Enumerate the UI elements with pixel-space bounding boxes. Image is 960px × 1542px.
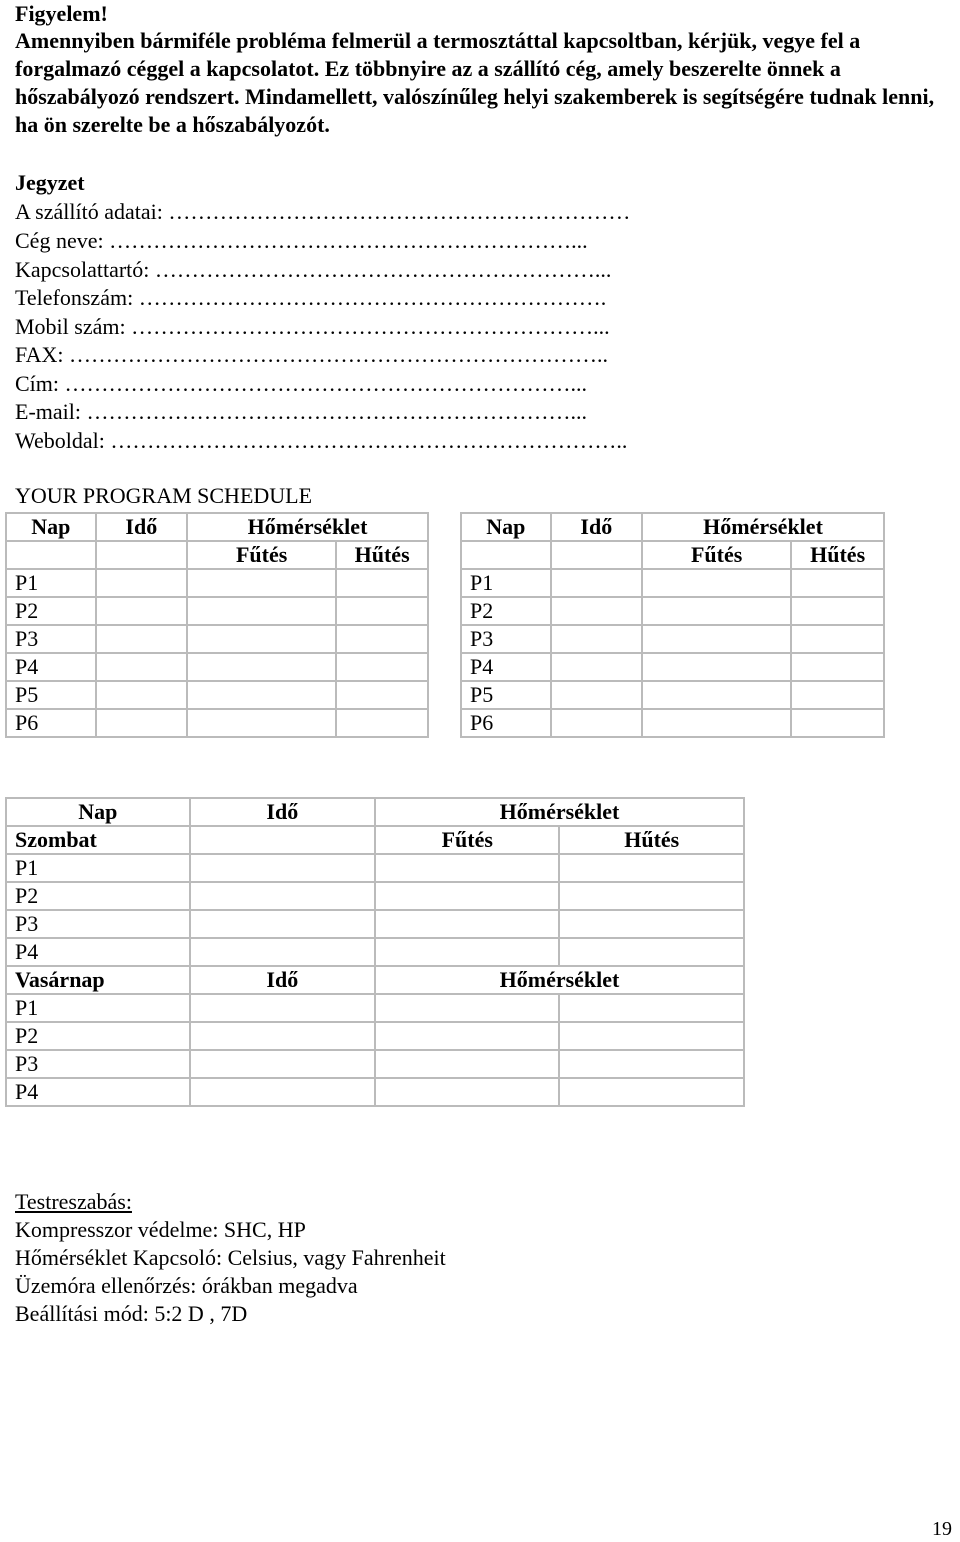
cooling-cell[interactable]	[336, 653, 428, 681]
heating-cell[interactable]	[187, 709, 336, 737]
time-cell[interactable]	[190, 1022, 375, 1050]
table-subheader-row	[6, 541, 428, 569]
cooling-cell[interactable]	[559, 1078, 744, 1106]
header-futes: Fűtés	[375, 826, 559, 854]
schedule-title: YOUR PROGRAM SCHEDULE	[15, 483, 313, 508]
cooling-cell[interactable]	[791, 709, 884, 737]
cooling-cell[interactable]	[559, 1022, 744, 1050]
day-saturday: Szombat	[6, 826, 190, 854]
cooling-cell[interactable]	[791, 625, 884, 653]
customization-line: Beállítási mód: 5:2 D , 7D	[15, 1301, 248, 1326]
cooling-cell[interactable]	[336, 625, 428, 653]
heating-cell[interactable]	[375, 882, 559, 910]
period-label: P4	[461, 653, 551, 681]
cooling-cell[interactable]	[559, 882, 744, 910]
period-label: P1	[6, 994, 190, 1022]
heating-cell[interactable]	[642, 625, 791, 653]
table-row	[461, 709, 884, 737]
header-homerseklet: Hőmérséklet	[375, 798, 744, 826]
cell-empty	[6, 541, 96, 569]
time-cell[interactable]	[96, 709, 187, 737]
field-phone: Telefonszám: ……………………………………………………….	[15, 285, 607, 310]
table-row	[461, 653, 884, 681]
header-nap: Nap	[6, 513, 96, 541]
period-label: P1	[461, 569, 551, 597]
customization-title: Testreszabás:	[15, 1189, 132, 1214]
period-label: P1	[6, 569, 96, 597]
cooling-cell[interactable]	[559, 1050, 744, 1078]
table-row	[6, 625, 428, 653]
cooling-cell[interactable]	[336, 709, 428, 737]
field-contact: Kapcsolattartó: ……………………………………………………...	[15, 257, 612, 282]
time-cell[interactable]	[551, 597, 642, 625]
table-subheader-row	[461, 541, 884, 569]
cooling-cell[interactable]	[791, 569, 884, 597]
time-cell[interactable]	[96, 625, 187, 653]
schedule-table-right	[460, 512, 885, 738]
table-row	[6, 910, 744, 938]
period-label: P4	[6, 938, 190, 966]
heating-cell[interactable]	[187, 653, 336, 681]
cooling-cell[interactable]	[559, 910, 744, 938]
heating-cell[interactable]	[642, 709, 791, 737]
table-row	[6, 994, 744, 1022]
time-cell[interactable]	[96, 681, 187, 709]
field-supplier: A szállító adatai: ………………………………………………………	[15, 199, 631, 224]
cooling-cell[interactable]	[336, 597, 428, 625]
cooling-cell[interactable]	[559, 938, 744, 966]
table-subheader-row	[6, 826, 744, 854]
table-row	[461, 569, 884, 597]
customization-section	[15, 1188, 446, 1328]
table-row	[6, 1050, 744, 1078]
heating-cell[interactable]	[642, 569, 791, 597]
schedule-table-left	[5, 512, 429, 738]
note-title: Jegyzet	[15, 170, 85, 195]
heating-cell[interactable]	[375, 910, 559, 938]
time-cell[interactable]	[551, 681, 642, 709]
time-cell[interactable]	[96, 597, 187, 625]
customization-line: Kompresszor védelme: SHC, HP	[15, 1217, 306, 1242]
time-cell[interactable]	[96, 569, 187, 597]
period-label: P5	[461, 681, 551, 709]
table-row	[461, 625, 884, 653]
header-ido: Idő	[190, 798, 375, 826]
period-label: P5	[6, 681, 96, 709]
header-ido: Idő	[190, 966, 375, 994]
time-cell[interactable]	[551, 709, 642, 737]
schedule-table-weekend	[5, 797, 745, 1107]
table-row	[6, 681, 428, 709]
field-mobile: Mobil szám: ………………………………………………………...	[15, 314, 610, 339]
cooling-cell[interactable]	[791, 597, 884, 625]
heating-cell[interactable]	[375, 1022, 559, 1050]
header-ido: Idő	[551, 513, 642, 541]
header-futes: Fűtés	[187, 541, 336, 569]
period-label: P3	[461, 625, 551, 653]
cooling-cell[interactable]	[336, 681, 428, 709]
heating-cell[interactable]	[642, 597, 791, 625]
time-cell[interactable]	[190, 1050, 375, 1078]
time-cell[interactable]	[96, 653, 187, 681]
period-label: P6	[461, 709, 551, 737]
field-email: E-mail: …………………………………………………………...	[15, 399, 587, 424]
period-label: P3	[6, 625, 96, 653]
table-row	[6, 854, 744, 882]
field-website: Weboldal: ……………………………………………………………..	[15, 428, 628, 453]
table-row	[6, 938, 744, 966]
time-cell[interactable]	[190, 938, 375, 966]
customization-line: Üzemóra ellenőrzés: órákban megadva	[15, 1273, 358, 1298]
cooling-cell[interactable]	[559, 994, 744, 1022]
table-row	[6, 882, 744, 910]
heating-cell[interactable]	[375, 1078, 559, 1106]
header-nap: Nap	[461, 513, 551, 541]
heating-cell[interactable]	[187, 681, 336, 709]
header-homerseklet: Hőmérséklet	[375, 966, 744, 994]
field-address: Cím: ……………………………………………………………...	[15, 371, 588, 396]
table-header-row	[6, 513, 428, 541]
header-hutes: Hűtés	[559, 826, 744, 854]
cooling-cell[interactable]	[336, 569, 428, 597]
period-label: P3	[6, 1050, 190, 1078]
heating-cell[interactable]	[375, 938, 559, 966]
heating-cell[interactable]	[187, 569, 336, 597]
table-header-row	[6, 966, 744, 994]
period-label: P3	[6, 910, 190, 938]
header-homerseklet: Hőmérséklet	[187, 513, 428, 541]
page-number: 19	[932, 1518, 952, 1540]
table-row	[6, 709, 428, 737]
period-label: P2	[6, 1022, 190, 1050]
header-hutes: Hűtés	[791, 541, 884, 569]
heating-cell[interactable]	[375, 854, 559, 882]
time-cell[interactable]	[551, 625, 642, 653]
table-row	[6, 597, 428, 625]
time-cell[interactable]	[551, 569, 642, 597]
warning-body: Amennyiben bármiféle probléma felmerül a termosztáttal kapcsoltban, kérjük, vegye fel a forgalmazó céggel a kapcsolatot. Ez többnyire az a szállító cég, amely beszerelte önnek a hőszabályozó rendszert. Mindamellett, valószínűleg helyi szakemberek is segítségére tudnak lenni, ha ön szerelte be a hőszabályozót.	[15, 28, 935, 137]
time-cell[interactable]	[190, 854, 375, 882]
time-cell[interactable]	[190, 882, 375, 910]
table-row	[6, 1022, 744, 1050]
warning-title: Figyelem!	[15, 1, 108, 26]
table-header-row	[6, 798, 744, 826]
cell-empty	[551, 541, 642, 569]
time-cell[interactable]	[551, 653, 642, 681]
header-nap: Nap	[6, 798, 190, 826]
cooling-cell[interactable]	[791, 653, 884, 681]
heating-cell[interactable]	[642, 653, 791, 681]
field-company: Cég neve: ………………………………………………………...	[15, 228, 588, 253]
cell-empty	[96, 541, 187, 569]
heating-cell[interactable]	[187, 597, 336, 625]
period-label: P2	[461, 597, 551, 625]
heating-cell[interactable]	[375, 1050, 559, 1078]
period-label: P4	[6, 653, 96, 681]
customization-line: Hőmérséklet Kapcsoló: Celsius, vagy Fahrenheit	[15, 1245, 446, 1270]
table-header-row	[461, 513, 884, 541]
cell-empty	[461, 541, 551, 569]
heating-cell[interactable]	[187, 625, 336, 653]
header-homerseklet: Hőmérséklet	[642, 513, 884, 541]
field-fax: FAX: ………………………………………………………………..	[15, 342, 608, 367]
table-row	[6, 569, 428, 597]
period-label: P4	[6, 1078, 190, 1106]
cooling-cell[interactable]	[791, 681, 884, 709]
heating-cell[interactable]	[642, 681, 791, 709]
time-cell[interactable]	[190, 910, 375, 938]
period-label: P2	[6, 882, 190, 910]
cell-empty	[190, 826, 375, 854]
time-cell[interactable]	[190, 1078, 375, 1106]
header-futes: Fűtés	[642, 541, 791, 569]
table-row	[6, 1078, 744, 1106]
table-row	[6, 653, 428, 681]
period-label: P2	[6, 597, 96, 625]
period-label: P1	[6, 854, 190, 882]
table-row	[461, 597, 884, 625]
heating-cell[interactable]	[375, 994, 559, 1022]
day-sunday: Vasárnap	[6, 966, 190, 994]
cooling-cell[interactable]	[559, 854, 744, 882]
header-hutes: Hűtés	[336, 541, 428, 569]
table-row	[461, 681, 884, 709]
period-label: P6	[6, 709, 96, 737]
header-ido: Idő	[96, 513, 187, 541]
time-cell[interactable]	[190, 994, 375, 1022]
